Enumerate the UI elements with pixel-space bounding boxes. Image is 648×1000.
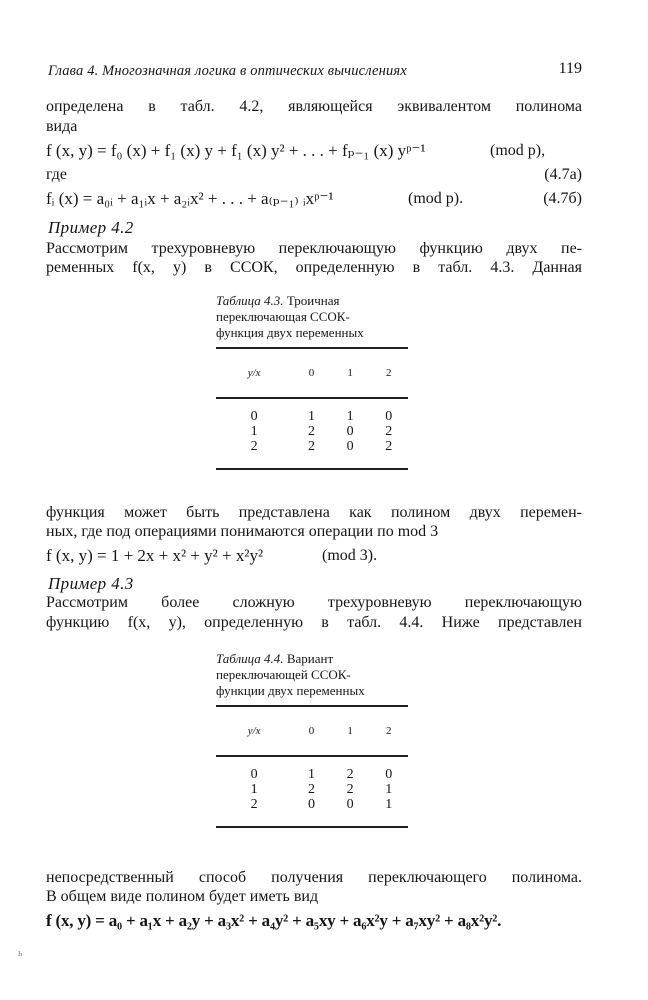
table-row	[216, 782, 408, 797]
formula-general-polynomial: f (x, y) = a₀ + a₁x + a₂y + a₃x² + a₄y² + a₅xy + a₆x²y + a₇xy² + a₈x²y².	[46, 911, 502, 930]
table-4-3-corner-header: y/x	[216, 348, 292, 398]
table-row-label: 1	[250, 424, 258, 439]
table-cell: 2	[308, 782, 316, 797]
table-row	[216, 424, 408, 439]
where-word: где	[46, 166, 68, 183]
table-4-3-grid	[216, 347, 408, 470]
paragraph-3-line-1: непосредственный способ получения переключающего полинома.	[46, 869, 582, 886]
table-cell: 2	[385, 424, 393, 439]
table-cell: 2	[308, 439, 316, 454]
book-page	[46, 0, 584, 1000]
table-row	[216, 756, 408, 782]
table-cell: 0	[346, 439, 354, 454]
table-cell: 1	[385, 782, 393, 797]
table-cell: 0	[385, 409, 393, 424]
table-4-4-caption	[216, 651, 366, 699]
table-4-3-header-row	[216, 348, 408, 398]
table-4-4-col-header: 0	[292, 706, 331, 756]
example-4-3-line-1: Рассмотрим более сложную трехуровневую переключающую	[46, 594, 582, 611]
table-cell: 2	[308, 424, 316, 439]
formula-4-7b-expression: fᵢ (x) = a₀ᵢ + a₁ᵢx + a₂ᵢx² + . . . + a₍ₚ₋₁₎ ᵢxᵖ⁻¹	[46, 189, 334, 208]
formula-mod3-expression: f (x, y) = 1 + 2x + x² + y² + x²y²	[46, 546, 264, 565]
table-row-label: 2	[250, 439, 258, 454]
table-row	[216, 797, 408, 827]
paragraph-2-line-2: ных, где под операциями понимаются операции по mod 3	[46, 523, 439, 540]
table-4-4-header-row	[216, 706, 408, 756]
table-cell: 2	[346, 782, 354, 797]
table-cell: 1	[308, 409, 316, 424]
table-4-4-caption-label: Таблица 4.4.	[216, 651, 284, 666]
chapter-title: Глава 4. Многозначная логика в оптических вычислениях	[48, 63, 407, 79]
table-cell: 0	[346, 797, 354, 812]
table-4-4-caption-text: Вариант переключающей ССОК-функции двух переменных	[216, 651, 365, 698]
table-row-label: 0	[250, 767, 258, 782]
table-4-4-col-header: 2	[369, 706, 408, 756]
margin-mark: ь	[18, 948, 23, 959]
example-4-2-line-1: Рассмотрим трехуровневую переключающую функцию двух пе-	[46, 240, 582, 257]
table-4-3-col-header: 0	[292, 348, 331, 398]
paragraph-3-line-2: В общем виде полином будет иметь вид	[46, 888, 319, 905]
table-4-3-caption	[216, 293, 366, 341]
paragraph-1-line-1: определена в табл. 4.2, являющейся эквивалентом полинома	[46, 98, 582, 115]
table-cell: 1	[346, 409, 354, 424]
table-4-3-col-header: 2	[369, 348, 408, 398]
table-row	[216, 398, 408, 424]
table-row-label: 2	[250, 797, 258, 812]
example-4-2-line-2: ременных f(x, y) в ССОК, определенную в табл. 4.3. Данная	[46, 259, 582, 276]
paragraph-1-line-2: вида	[46, 118, 78, 135]
table-cell: 2	[346, 767, 354, 782]
formula-4-7a-number: (4.7а)	[544, 166, 582, 183]
example-4-3-heading: Пример 4.3	[48, 574, 134, 593]
page-number: 119	[558, 60, 582, 77]
example-4-2-heading: Пример 4.2	[48, 218, 134, 237]
formula-4-7a-modulus: (mod p),	[490, 142, 546, 159]
paragraph-2-line-1: функция может быть представлена как полином двух перемен-	[46, 504, 582, 521]
table-cell: 0	[308, 797, 316, 812]
table-row-label: 1	[250, 782, 258, 797]
table-cell: 1	[308, 767, 316, 782]
table-cell: 1	[385, 797, 393, 812]
formula-mod3-modulus: (mod 3).	[322, 547, 378, 564]
table-row	[216, 439, 408, 469]
table-cell: 0	[385, 767, 393, 782]
example-4-3-line-2: функцию f(x, y), определенную в табл. 4.4. Ниже представлен	[46, 614, 582, 631]
formula-4-7b-number: (4.7б)	[543, 190, 582, 207]
formula-4-7a-expression: f (x, y) = f₀ (x) + f₁ (x) y + f₁ (x) y² + . . . + fₚ₋₁ (x) yᵖ⁻¹	[46, 141, 426, 160]
table-row-label: 0	[250, 409, 258, 424]
running-head	[46, 60, 584, 82]
table-4-3-col-header: 1	[331, 348, 370, 398]
table-cell: 0	[346, 424, 354, 439]
table-4-4	[216, 651, 408, 828]
table-4-4-corner-header: y/x	[216, 706, 292, 756]
table-4-4-col-header: 1	[331, 706, 370, 756]
table-cell: 2	[385, 439, 393, 454]
table-4-3-caption-label: Таблица 4.3.	[216, 293, 284, 308]
table-4-3	[216, 293, 408, 470]
table-4-3-caption-text: Троичная переключающая ССОК-функция двух переменных	[216, 293, 364, 340]
table-4-4-grid	[216, 705, 408, 828]
formula-4-7b-modulus: (mod p).	[408, 190, 464, 207]
